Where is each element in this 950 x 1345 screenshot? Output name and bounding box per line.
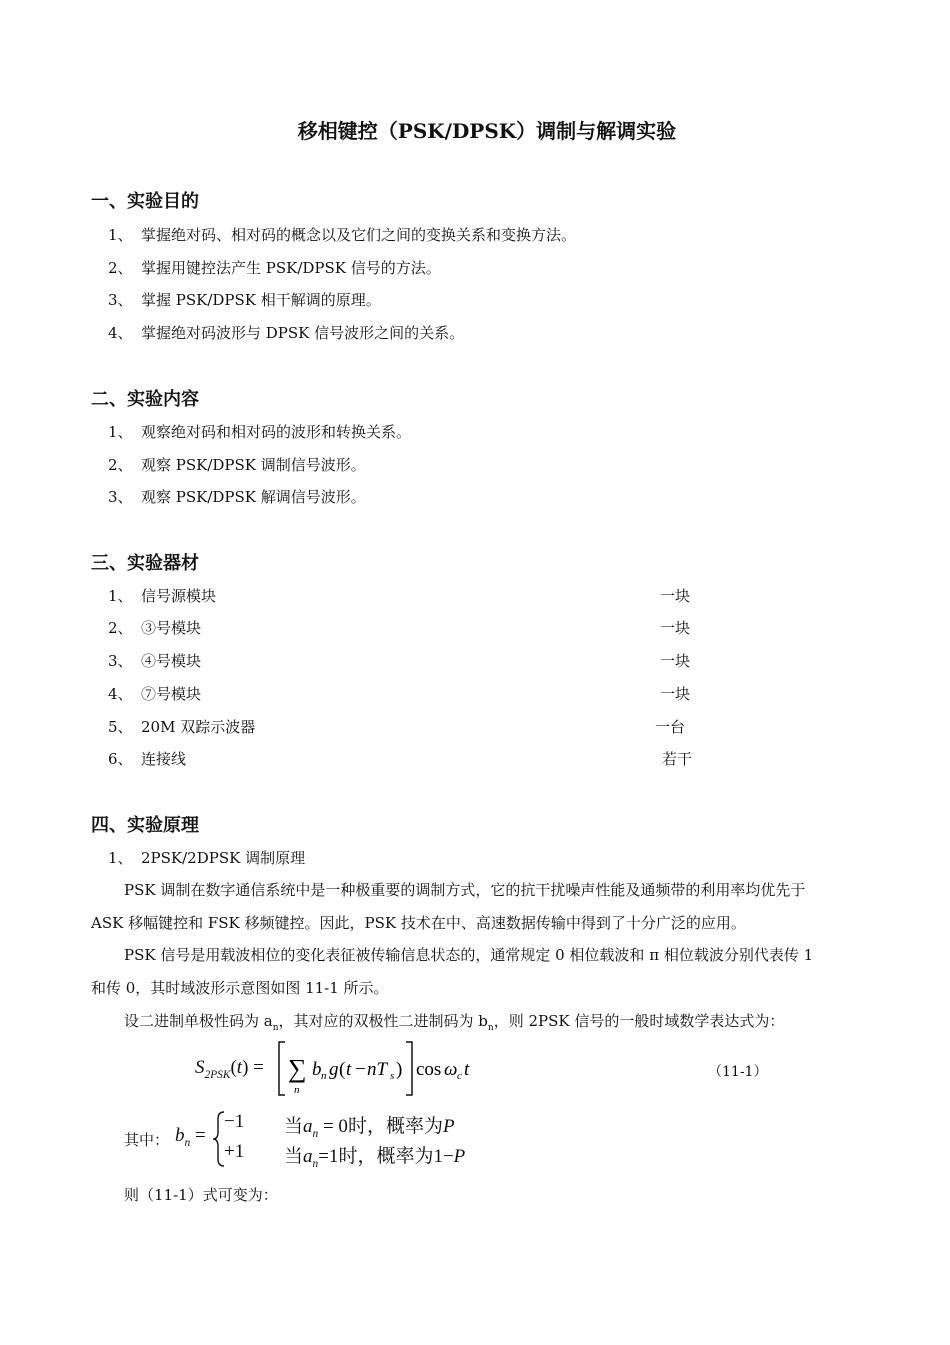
item-text: 2PSK/2DPSK 调制原理: [141, 849, 306, 867]
paragraph-line: ASK 移幅键控和 FSK 移频键控。因此，PSK 技术在中、高速数据传输中得到了十分广泛的应用。: [91, 914, 746, 932]
section-heading-principle: 四、实验原理: [91, 815, 199, 836]
text-run: ，则 2PSK 信号的一般时域数学表达式为：: [493, 1012, 785, 1030]
list-item: [108, 322, 464, 343]
list-item: [108, 585, 216, 606]
list-item: [108, 454, 366, 475]
item-quantity: 一块: [660, 652, 691, 670]
item-number: 3、: [108, 488, 133, 506]
item-text: 信号源模块: [141, 587, 217, 605]
case-condition: 当$a_n=1$时，概率为1−P: [284, 1146, 466, 1170]
svg-text:t: t: [464, 1059, 470, 1080]
item-text: ⑦号模块: [141, 685, 202, 703]
item-quantity: 一块: [660, 587, 691, 605]
text-run: 当: [284, 1146, 304, 1167]
item-number: 4、: [108, 324, 133, 342]
item-text: 连接线: [141, 750, 187, 768]
item-text: 观察 PSK/DPSK 调制信号波形。: [141, 456, 366, 474]
item-number: 6、: [108, 750, 133, 768]
list-item: [108, 650, 201, 671]
item-text: ④号模块: [141, 652, 202, 670]
formula-s2psk: $S_{2PSK}(t)$ =: [195, 1057, 264, 1081]
list-item: [108, 224, 576, 245]
subsection-title: [108, 847, 305, 868]
subscript: n: [272, 1023, 279, 1033]
paragraph-line: 则（11-1）式可变为：: [124, 1186, 278, 1204]
text-run: 设二进制单极性码为 a: [124, 1012, 273, 1030]
section-heading-equipment: 三、实验器材: [91, 553, 199, 574]
paragraph-line: PSK 调制在数字通信系统中是一种极重要的调制方式，它的抗干扰噪声性能及通频带的利用率均优先于: [124, 881, 806, 899]
svg-text:(: (: [339, 1059, 346, 1080]
item-number: 1、: [108, 587, 133, 605]
item-text: ③号模块: [141, 619, 202, 637]
svg-text:c: c: [457, 1070, 462, 1082]
text-run: ，其对应的双极性二进制码为 b: [278, 1012, 488, 1030]
svg-text:s: s: [390, 1070, 395, 1082]
section-heading-content: 二、实验内容: [91, 389, 199, 410]
svg-text:n: n: [321, 1070, 327, 1082]
item-number: 3、: [108, 291, 133, 309]
item-quantity: 一块: [660, 685, 691, 703]
item-number: 2、: [108, 259, 133, 277]
formula-bracket-sum: [276, 1040, 476, 1098]
item-quantity: 一块: [660, 619, 691, 637]
list-item: [108, 486, 366, 507]
list-item: [108, 748, 186, 769]
equation-number: （11-1）: [708, 1064, 768, 1080]
list-item: [108, 289, 381, 310]
formula-bn: $b_n$ =: [175, 1125, 206, 1149]
item-text: 掌握绝对码波形与 DPSK 信号波形之间的关系。: [141, 324, 465, 342]
svg-text:n: n: [294, 1084, 300, 1096]
item-text: 掌握绝对码、相对码的概念以及它们之间的变换关系和变换方法。: [141, 226, 577, 244]
item-text: 观察绝对码和相对码的波形和转换关系。: [141, 423, 412, 441]
svg-text:cos: cos: [416, 1059, 442, 1080]
list-item: [108, 617, 201, 638]
item-number: 1、: [108, 849, 133, 867]
item-number: 1、: [108, 226, 133, 244]
item-text: 20M 双踪示波器: [141, 718, 256, 736]
text-run: 时，概率为: [347, 1116, 443, 1137]
svg-text:): ): [396, 1059, 403, 1080]
case-value: +1: [224, 1141, 245, 1162]
item-quantity: 一台: [655, 718, 686, 736]
svg-text:b: b: [312, 1059, 322, 1080]
svg-text:nT: nT: [367, 1059, 388, 1080]
subscript: n: [487, 1023, 494, 1033]
svg-text:∑: ∑: [288, 1054, 307, 1083]
item-number: 1、: [108, 423, 133, 441]
item-number: 3、: [108, 652, 133, 670]
text-run: 当: [284, 1116, 304, 1137]
list-item: [108, 257, 441, 278]
paragraph-line: [124, 1010, 784, 1033]
item-number: 5、: [108, 718, 133, 736]
item-text: 掌握用键控法产生 PSK/DPSK 信号的方法。: [141, 259, 441, 277]
section-heading-purpose: 一、实验目的: [91, 191, 199, 212]
item-text: 观察 PSK/DPSK 解调信号波形。: [141, 488, 366, 506]
case-value: −1: [224, 1111, 245, 1132]
case-condition: 当$a_n = 0$时，概率为P: [284, 1116, 455, 1140]
item-number: 2、: [108, 619, 133, 637]
svg-text:g: g: [329, 1059, 339, 1080]
item-number: 4、: [108, 685, 133, 703]
paragraph-line: PSK 信号是用载波相位的变化表征被传输信息状态的，通常规定 0 相位载波和 π 相位载波分别代表传 1: [124, 946, 814, 964]
list-item: [108, 421, 411, 442]
page-title: 移相键控（PSK/DPSK）调制与解调实验: [297, 119, 677, 143]
where-label: 其中：: [124, 1131, 170, 1149]
list-item: [108, 716, 255, 737]
svg-text:t: t: [346, 1059, 352, 1080]
svg-text:ω: ω: [444, 1059, 458, 1080]
list-item: [108, 683, 201, 704]
item-number: 2、: [108, 456, 133, 474]
svg-text:−: −: [355, 1059, 366, 1080]
item-quantity: 若干: [662, 750, 693, 768]
item-text: 掌握 PSK/DPSK 相干解调的原理。: [141, 291, 381, 309]
text-run: 时，概率为: [338, 1146, 434, 1167]
paragraph-line: 和传 0，其时域波形示意图如图 11-1 所示。: [91, 979, 389, 997]
